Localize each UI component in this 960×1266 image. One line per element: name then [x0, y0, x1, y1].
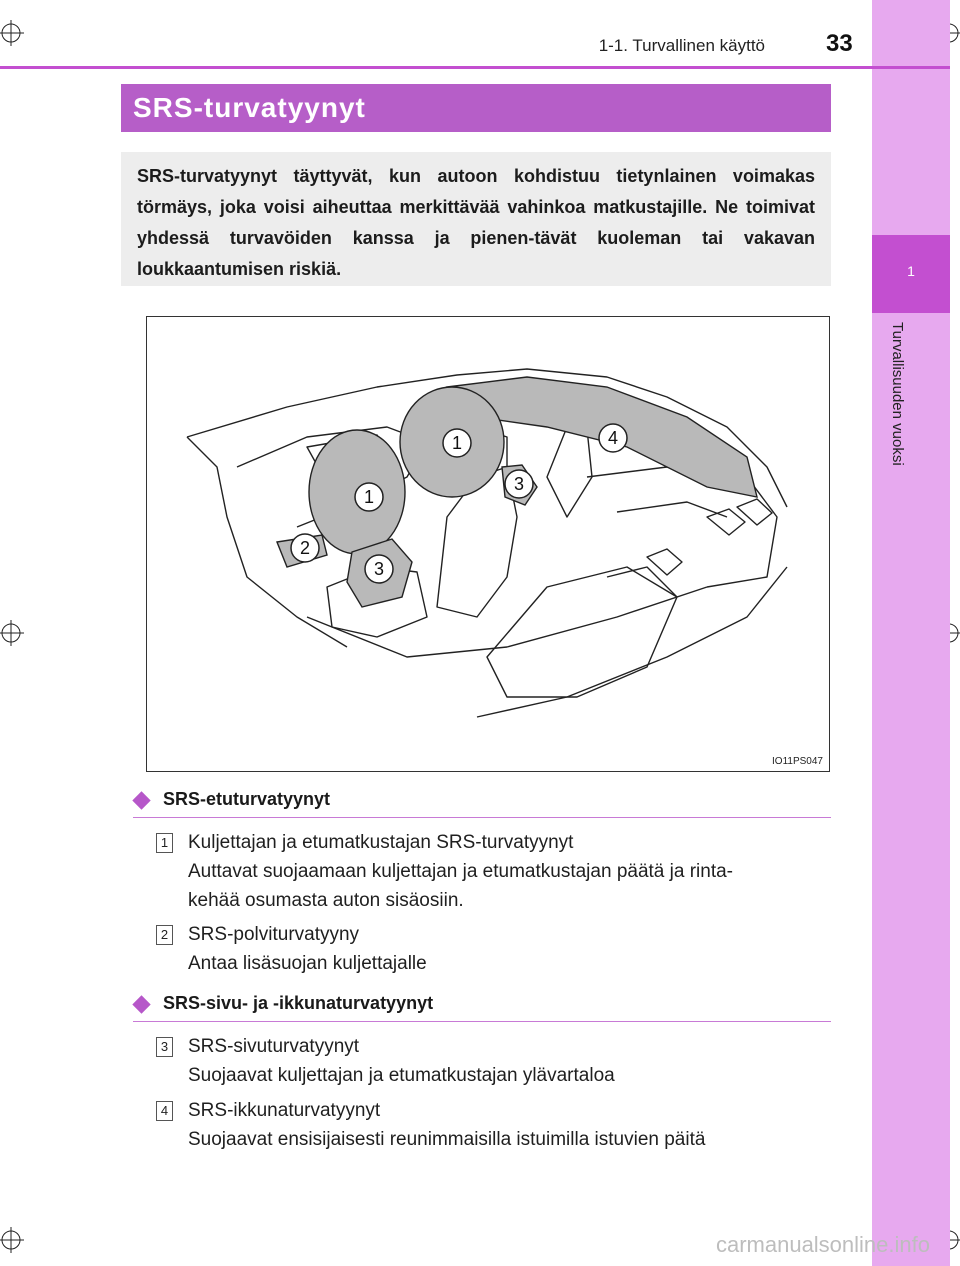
callout-1-driver: 1	[363, 487, 375, 507]
title-banner	[121, 84, 831, 132]
item-description: Auttavat suojaamaan kuljettajan ja etumatkustajan päätä ja rinta-	[188, 861, 733, 882]
chapter-sidebar	[872, 0, 950, 1266]
callout-3-driver-side: 3	[373, 559, 385, 579]
car-interior-drawing	[147, 317, 829, 771]
watermark[interactable]: carmanualsonline.info	[715, 1232, 930, 1257]
page-number: 33	[826, 30, 853, 57]
header-rule	[0, 66, 950, 69]
callout-3-passenger-side: 3	[513, 474, 525, 494]
item-name: Kuljettajan ja etumatkustajan SRS-turvatyynyt	[188, 832, 574, 853]
item-description: kehää osumasta auton sisäosiin.	[188, 890, 464, 911]
section-front-airbags	[133, 787, 831, 818]
callout-1-passenger: 1	[451, 433, 463, 453]
item-description: Suojaavat ensisijaisesti reunimmaisilla istuimilla istuvien päitä	[188, 1129, 706, 1150]
callout-2-knee: 2	[299, 538, 311, 558]
page-title: SRS-turvatyynyt	[133, 92, 366, 123]
item-number-badge: 2	[156, 925, 173, 945]
callout-4-curtain: 4	[607, 428, 619, 448]
item-name: SRS-ikkunaturvatyynyt	[188, 1100, 381, 1121]
chapter-tab[interactable]	[872, 235, 950, 313]
section-title: SRS-etuturvatyynyt	[163, 789, 331, 809]
item-number-badge: 4	[156, 1101, 173, 1121]
item-name: SRS-sivuturvatyynyt	[188, 1036, 360, 1057]
diamond-bullet-icon	[132, 791, 150, 809]
item-number-badge: 1	[156, 833, 173, 853]
airbag-illustration	[146, 316, 830, 772]
chapter-number: 1	[907, 263, 915, 279]
diamond-bullet-icon	[132, 995, 150, 1013]
section-side-curtain-airbags	[133, 991, 831, 1022]
intro-box: SRS-turvatyynyt täyttyvät, kun autoon kohdistuu tietynlainen voimakas törmäys, joka voisi aiheuttaa merkittävää vahinkoa matkustajille. Ne toimivat yhdessä turvavöiden kanssa ja pienen-tävät kuoleman tai vakavan loukkaantumisen riskiä.	[121, 152, 831, 286]
section-title: SRS-sivu- ja -ikkunaturvatyynyt	[163, 993, 434, 1013]
item-number-badge: 3	[156, 1037, 173, 1057]
item-description: Suojaavat kuljettajan ja etumatkustajan ylävartaloa	[188, 1065, 615, 1086]
figure-code: IO11PS047	[772, 756, 823, 767]
section-heading: 1-1. Turvallinen käyttö	[598, 36, 765, 55]
item-description: Antaa lisäsuojan kuljettajalle	[188, 953, 427, 974]
chapter-title: Turvallisuuden vuoksi	[889, 322, 906, 466]
item-name: SRS-polviturvatyyny	[188, 924, 360, 945]
